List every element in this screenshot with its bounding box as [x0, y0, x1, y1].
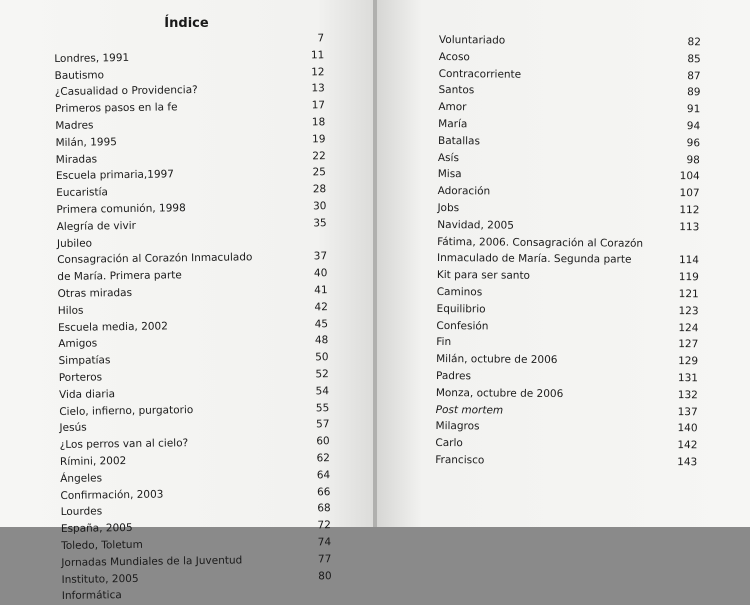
toc-entry-page: 77: [303, 551, 331, 568]
toc-entry-title: Post mortem: [436, 402, 504, 419]
toc-entry-page: 7: [296, 30, 324, 47]
toc-entry: [62, 584, 332, 605]
toc-entry-page: 142: [669, 437, 697, 454]
toc-entry-page: 50: [300, 349, 328, 366]
toc-entry-title: Alegría de vivir: [57, 218, 137, 236]
toc-entry-title: Lourdes: [61, 504, 103, 521]
toc-entry-title: Rímini, 2002: [60, 453, 127, 471]
toc-entry-page: 131: [670, 370, 698, 387]
toc-entry-page: 129: [670, 353, 698, 370]
toc-entry-page: 82: [673, 34, 701, 51]
toc-entry-title: Amigos: [58, 336, 97, 353]
toc-entry-page: 112: [671, 202, 699, 219]
toc-entry-page: 113: [671, 219, 699, 236]
toc-entry-page: 89: [672, 84, 700, 101]
toc-entry-page: 74: [303, 534, 331, 551]
toc-entry-page: 68: [303, 500, 331, 517]
right-page: [377, 0, 750, 527]
toc-entry-page: 19: [297, 131, 325, 148]
toc-entry-title: Consagración al Corazón Inmaculado: [57, 250, 252, 270]
toc-entry-page: 119: [671, 269, 699, 286]
toc-entry-page: 143: [669, 454, 697, 471]
toc-entry-title: Kit para ser santo: [437, 267, 530, 285]
toc-entry-title: Contracorriente: [439, 66, 522, 84]
toc-entry-title: Milán, octubre de 2006: [436, 351, 558, 369]
toc-entry-title: Acoso: [439, 49, 470, 66]
toc-entry-page: 54: [301, 383, 329, 400]
toc-entry-title: Milagros: [435, 418, 479, 435]
toc-entry-title: Francisco: [435, 452, 484, 469]
toc-entry-title: Escuela media, 2002: [58, 318, 168, 336]
toc-entry-title: Fin: [436, 334, 451, 351]
toc-entry-title: Madres: [55, 117, 93, 134]
toc-entry-page: 40: [299, 265, 327, 282]
toc-entry-page: 91: [672, 101, 700, 118]
toc-entry-title: Confirmación, 2003: [60, 486, 163, 504]
toc-entry-title: Misa: [438, 166, 462, 183]
toc-entry-page: 87: [673, 68, 701, 85]
toc-entry-page: 60: [302, 433, 330, 450]
toc-entry-page: 121: [671, 286, 699, 303]
toc-entry: [435, 452, 697, 471]
toc-entry-title: Otras miradas: [58, 285, 133, 303]
toc-entry-title: España, 2005: [61, 520, 133, 538]
toc-entry-page: 124: [670, 320, 698, 337]
toc-entry-page: 35: [299, 215, 327, 232]
toc-entry-page: 37: [299, 249, 327, 266]
toc-entry-title: Miradas: [56, 151, 98, 168]
toc-entry-page: 30: [298, 198, 326, 215]
toc-entry-page: 12: [296, 64, 324, 81]
toc-entry-title: Primera comunión, 1998: [56, 200, 186, 219]
toc-entry-page: 107: [672, 185, 700, 202]
toc-entry-title: Eucaristía: [56, 184, 108, 202]
toc-entry-page: 17: [297, 97, 325, 114]
toc-entry-page: 140: [669, 420, 697, 437]
toc-entry-title: Porteros: [59, 369, 102, 386]
table-of-contents-left: [54, 30, 332, 605]
toc-entry-page: 104: [672, 168, 700, 185]
toc-entry-title: Instituto, 2005: [62, 570, 139, 588]
toc-entry-title: Inmaculado de María. Segunda parte: [437, 250, 632, 268]
toc-entry-page: 45: [300, 316, 328, 333]
toc-entry-title: ¿Casualidad o Providencia?: [55, 82, 198, 101]
toc-entry-page: 132: [670, 387, 698, 404]
toc-entry-page: 123: [670, 303, 698, 320]
toc-entry-title: Londres, 1991: [54, 50, 129, 68]
toc-entry-title: Primeros pasos en la fe: [55, 99, 178, 118]
toc-entry-title: Hilos: [58, 302, 84, 319]
toc-entry-title: Navidad, 2005: [437, 217, 514, 234]
toc-entry-title: Toledo, Toletum: [61, 537, 143, 555]
page-title: Índice: [0, 16, 373, 31]
toc-entry-title: Escuela primaria,1997: [56, 167, 174, 185]
toc-entry-page: 94: [672, 118, 700, 135]
toc-entry-page: 25: [298, 165, 326, 182]
toc-entry-page: 13: [297, 81, 325, 98]
toc-entry-title: Milán, 1995: [55, 134, 117, 152]
toc-entry-page: 80: [303, 568, 331, 585]
toc-entry-title: Caminos: [437, 284, 483, 301]
toc-entry-page: 41: [299, 282, 327, 299]
toc-entry-page: 85: [673, 51, 701, 68]
toc-entry-title: Jornadas Mundiales de la Juventud: [61, 552, 242, 571]
toc-entry-title: Simpatías: [58, 352, 110, 370]
toc-entry-title: Jobs: [437, 200, 459, 217]
left-page: [0, 0, 373, 527]
toc-entry-page: 48: [300, 333, 328, 350]
toc-entry-page: 52: [301, 366, 329, 383]
toc-entry-page: 127: [670, 336, 698, 353]
toc-entry-page: 42: [300, 299, 328, 316]
toc-entry-title: Cielo, infierno, purgatorio: [59, 402, 193, 421]
toc-entry-title: Carlo: [435, 435, 463, 452]
toc-entry-title: Vida diaria: [59, 386, 115, 404]
toc-entry-page: 18: [297, 114, 325, 131]
toc-entry-title: Fátima, 2006. Consagración al Corazón: [437, 234, 643, 253]
toc-entry-title: Amor: [438, 99, 466, 116]
toc-entry-page: 62: [302, 450, 330, 467]
toc-entry-title: Jubileo: [57, 235, 92, 252]
toc-entry-page: 66: [302, 484, 330, 501]
toc-entry-page: 137: [670, 404, 698, 421]
toc-entry-title: Informática: [62, 587, 122, 605]
toc-entry-title: Santos: [438, 82, 474, 99]
toc-entry-title: Adoración: [438, 183, 491, 200]
toc-entry-page: 96: [672, 135, 700, 152]
toc-entry-page: 98: [672, 152, 700, 169]
toc-entry-title: Bautismo: [54, 67, 104, 84]
table-of-contents-right: [435, 32, 701, 471]
toc-entry-title: Confesión: [436, 318, 488, 335]
toc-entry-page: 11: [296, 47, 324, 64]
toc-entry-title: Batallas: [438, 133, 480, 150]
toc-entry-title: Padres: [436, 368, 471, 385]
toc-entry-page: 72: [303, 517, 331, 534]
toc-entry-page: 28: [298, 181, 326, 198]
toc-entry-page: 55: [301, 400, 329, 417]
toc-entry-title: ¿Los perros van al cielo?: [60, 435, 189, 454]
toc-entry-title: Equilibrio: [437, 301, 486, 318]
toc-entry-title: Asís: [438, 150, 459, 167]
toc-entry-page: 22: [298, 148, 326, 165]
toc-entry-title: Voluntariado: [439, 32, 505, 49]
toc-entry-page: 64: [302, 467, 330, 484]
toc-entry-title: María: [438, 116, 467, 133]
toc-entry-title: Monza, octubre de 2006: [436, 385, 564, 403]
toc-entry-page: 57: [301, 417, 329, 434]
toc-entry-title: Jesús: [59, 420, 86, 437]
toc-entry-title: de María. Primera parte: [57, 267, 182, 286]
toc-entry-title: Ángeles: [60, 470, 102, 487]
toc-entry-page: 114: [671, 252, 699, 269]
